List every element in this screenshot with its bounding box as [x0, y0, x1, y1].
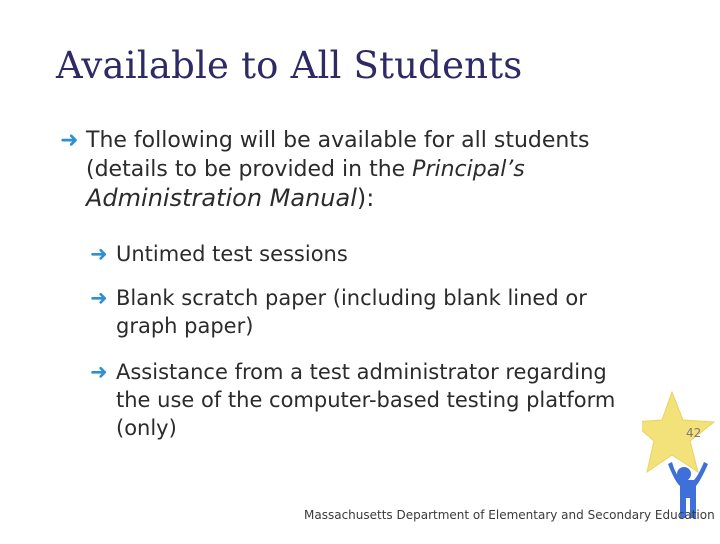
slide-title: Available to All Students [56, 44, 523, 87]
sub-bullet-2-line1: Blank scratch paper (including blank lined or [116, 286, 587, 310]
sub-bullet-2-line2: graph paper) [116, 314, 254, 338]
page-number: 42 [686, 426, 702, 440]
arrow-bullet-icon: ➜ [90, 286, 108, 310]
main-bullet-line3-text: ): [356, 184, 375, 212]
arrow-bullet-icon: ➜ [90, 242, 108, 266]
arrow-bullet-icon: ➜ [60, 128, 79, 153]
sub-bullet-3 [90, 358, 650, 442]
sub-bullet-1-line1: Untimed test sessions [116, 242, 348, 266]
manual-text: Administration Manual [86, 184, 357, 212]
main-bullet-line1: The following will be available for all students [86, 128, 590, 153]
main-bullet [60, 126, 660, 213]
principal-text: Principal’s [412, 157, 525, 182]
arrow-bullet-icon: ➜ [90, 360, 108, 384]
main-bullet-line2 [60, 155, 660, 184]
sub-bullet-3-line3: (only) [116, 416, 177, 440]
sub-bullet-1 [90, 240, 650, 268]
main-bullet-line2-text: (details to be provided in the [86, 157, 413, 182]
footer-text: Massachusetts Department of Elementary and Secondary Education [304, 508, 715, 522]
sub-bullet-3-line2: the use of the computer-based testing platform [116, 388, 616, 412]
main-bullet-line3 [60, 184, 660, 213]
sub-bullet-2 [90, 284, 650, 340]
sub-bullet-3-line1: Assistance from a test administrator regarding [116, 360, 607, 384]
